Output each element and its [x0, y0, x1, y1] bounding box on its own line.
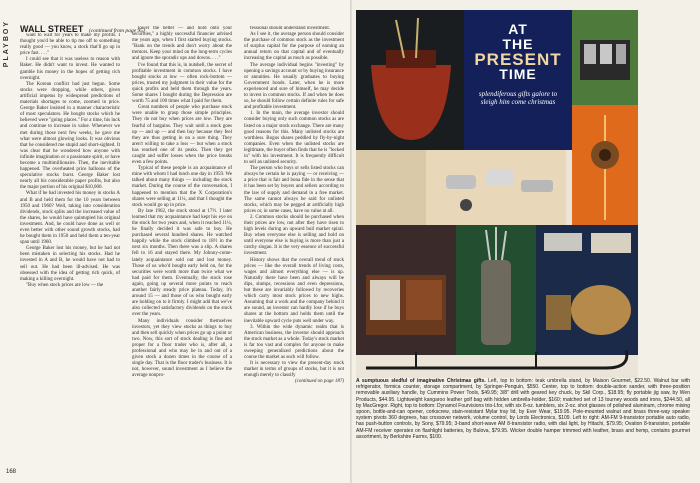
- article-column-3: [244, 26, 344, 446]
- caption-lead: A sumptuous sledful of imaginative Christmas gifts.: [356, 378, 486, 384]
- caption-body: Left, top to bottom: teak umbrella stand, by Maison Gourmet, $22.50. Walnut bar with refrigerator, formica counter, storage compartment, by Springer-Penguin, $550. Center, top to bottom: double-action sander, with three-position removable auxiliary handle, by Cummins Power Tools, $49.95; 3/8" drill with geared key chuck, by Skil Corp., $18.95; fly portable jig saw, by Wen Products, $44.95. Lightweight kangaroo leather golf bag with hidden umbrella-holder, $160; matched set of 13 tourney woods and irons, $244.50, all by MacGregor. Right, top to bottom: Dynamol Fourvisions trio-Lfor, with six 8-oz. tumblers, six 2-oz. shot glasses of polished aluminum, chrome mixing spoon, bottle-and-can opener, corkscrew, stain-resistant Mylar tray lid, by Ever Wear, $19.95. Pole-mounted walnut and brass three-way speaker system pivots 360 degrees, has crossover network, volume control, by Lords Electronics, $109. Left to right: AM-FM 9-transistor portable auto radio, has push-button controls, by Sony, $79.95; 3-band short-wave AM 8-transistor radio, with dial light, by Hitachi, $79.95; Ovation 8-transistor, portable AM-FM receiver operates on flashlight batteries, by Bulova, $79.95. Wicker double hamper trimmed with leather, brass and hemp, contains gourmet assortment, by Berkshire Farms, $100.: [356, 378, 690, 440]
- gift-photo-collage: [356, 10, 638, 378]
- paragraph: History shows that the overall trend of stock prices — like the overall trends of living costs, wages and almost everything else — is up. Naturally there have been and always will be dips, slumps, recessions and even depressions, but these are invariably followed by recoveries which carry most stock prices to new highs. Assuming that a work and the company behind it are sound, an investor can hardly lose if he buys shares at the bottom and holds them until the inevitable upward cycle puts well under way.: [244, 257, 344, 324]
- walnut-bar-panel: [356, 225, 456, 355]
- feature-subtitle: splendiferous gifts galore to sleigh him come christmas: [478, 90, 558, 106]
- paragraph: Typical of these people is an acquaintance of mine with whom I had lunch one day in 1959. We talked about many things — including the stock market. During the course of the conversation, I happened to mention that the X Corporation's shares were selling at 11¼, and that I thought the stock would go up in price.: [132, 166, 232, 208]
- paragraph: The Korean conflict had just begun. Some stocks were dropping, while others, given artificial impetus by widespread predictions of materials shortages to come, zoomed in price. George Baker insisted in a manner characteristic of most speculators. He bought stocks which he believed were "going places." For a time, his luck and continue to increase in value. Whenever we met during those next few weeks, he gave me what were almost glowing looks. It was obvious that he considered me stupid and short-sighted. It was clear that he wondered how anyone with infinite imagination or a passionate spirit, or have become a multimillionaire. Then, the inevitable happened. The overheated price balloons of the speculative stocks burst. George Baker lost nearly all his considerable paper profits, but also the major portion of his original $10,000.: [20, 81, 120, 191]
- paragraph: 1. In the main, the average investor should consider buying only such common stocks as are listed on a major stock exchange. There are many good reasons for this. Many unlisted stocks are worthless. Bogus shares peddled by fly-by-night companies. Even when the unlisted stocks are legitimate, the buyer often finds that he is "locked in" with his investment. It is frequently difficult to sell an unlisted security.: [244, 111, 344, 166]
- paragraph: want to wait for years to make my profits. I thought you'd be able to tip me off to something really good — you know, a stock that'll go up in price fast. . . .": [20, 33, 120, 57]
- power-tools-image: [426, 150, 566, 225]
- article-column-1: [20, 33, 120, 463]
- title-line: THE: [502, 36, 534, 52]
- paragraph: Many individuals consider themselves investors, yet they view stocks as things to buy and then sell quickly when prices go up a point or two. Now, this sort of stock dealing is fine and proper for a floor trader who is, after all, a professional and who may be in and out of a given stock a dozen times in the course of a single day. That is the floor trader's business. It is not, however, sound investment as I believe the average nonpro-: [132, 318, 232, 379]
- photo-caption: [356, 378, 690, 440]
- paragraph: The average individual begins "investing" by opening a savings account or by buying insurance or annuities. He usually graduates to buying Government bonds. Later, when he is more experienced and sure of himself, he may decide to invest in common stocks. If and when he does so, he should follow certain definite rules for safe and profitable investment.: [244, 62, 344, 111]
- umbrella-stand-panel: [356, 10, 464, 150]
- bar-kit-panel: [572, 10, 638, 105]
- title-line: PRESENT: [474, 50, 562, 69]
- continued-on-note: (continued on page 187): [294, 379, 344, 385]
- feature-title-card: [464, 10, 572, 150]
- paragraph: I've found that this is, in nutshell, the secret of profitable investment in common stocks. I have bought stocks at low — often rock-bottom — prices, trusted my judgment in their value for the quick profits and held them through the years. Some shares I bought during the Depression are worth 75 and 100 times what I paid for them.: [132, 62, 232, 105]
- power-tools-panel: [426, 150, 566, 225]
- page-number: 168: [6, 469, 17, 475]
- paragraph: George Baker lost his money, but he had not been mistaken in selecting his stocks. Had he invested in A and B, he would have not had to sell out. He had been ill-advised. He was obsessed with the idea of getting rich quick, of making a killing overnight.: [20, 246, 120, 282]
- paragraph: fessional should understand investment.: [250, 26, 330, 31]
- paragraph: The person who buys or sells listed stocks can always be certain he is paying — or receiving — a price that is fair and bona fide in the sense that it has been set by buyers and sellers according to the law of supply and demand in a free market. The same cannot always be said for unlisted stocks, which may be pegged at artificially high prices or, in some cases, have no value at all.: [244, 166, 344, 214]
- walnut-bar-image: [356, 225, 456, 355]
- paragraph: 2. Common stocks should be purchased when their prices are low, not after they have risen to high levels during an upward bull market spiral. Buy when everyone else is selling and hold on until everyone else is buying is more than just a catchy slogan. It is the very essence of successful investment.: [244, 214, 344, 257]
- paragraph: Great numbers of people who purchase stock were unable to grasp those simple principles. They do not buy when prices are low. They are fearful of bargains. They wait until a stock goes up — and up — and then buy because they feel they are thus getting in on a sure thing. They aren't willing to take a loss — but when a stock has reached one of its peaks. Then they get caught and suffer losses when the price breaks even a few points.: [132, 105, 232, 166]
- article-column-2: [132, 26, 232, 456]
- sled-runner-image: [356, 340, 638, 378]
- paragraph: lower the better — and hold onto your securities," a highly successful financier advised me years ago, when I first started buying stocks. "Bank on the trends and don't worry about the tremors. Keep your mind on the long-term cycles and ignore the sporadic ups and downs. . . .": [132, 26, 232, 62]
- title-line: TIME: [499, 66, 537, 82]
- bar-kit-image: [572, 10, 638, 105]
- section-title: WALL STREET: [20, 24, 84, 34]
- radios-hamper-image: [536, 225, 638, 355]
- paragraph: It is necessary to view the present-day stock market in terms of groups of stocks, but it is not enough merely to classify: [244, 361, 344, 379]
- red-panel: [356, 150, 426, 225]
- paragraph: By late 1962, the stock stood at 17½. I later learned that my acquaintance had kept his eye on the stock for two years and, when it reached 11¼, he finally decided it was safe to buy. He purchased several hundred shares. He watched happily while the stock climbed to 18½ in the next six months. Then there was a slip. A shares fell to 16 and stayed there. My Johnny-come-lately acquaintance sold out and lost money. Those of us who'd bought early held on, for the securities were worth more than twice what we had paid for them. Eventually, the stock rose again, going up several more points to reach another fairly steady price plateau. Today, it's around 15 — and those of us who bought early are holding on to it firmly. I might add that we've also collected satisfactory dividends on the stock over the years.: [132, 208, 232, 318]
- golf-bag-panel: [456, 225, 536, 355]
- paragraph: As I see it, the average person should consider the purchase of common stock as the investment of surplus capital for the purpose of earning an annual return on that capital and of eventually increasing the capital as much as possible.: [244, 32, 344, 62]
- magazine-name-vertical: PLAYBOY: [3, 20, 10, 68]
- continued-from-note: (continued from page 95): [88, 28, 145, 34]
- golf-bag-image: [456, 225, 536, 355]
- paragraph: 3. Within the wide dynamic realm that is American business, the investor should approach the stock market as a whole. Today's stock market is far too vast and complex for anyone to make sweeping generalized predictions about the course the market as such will follow.: [244, 324, 344, 361]
- paragraph: "Buy when stock prices are low — the: [26, 282, 104, 288]
- speaker-image: [572, 105, 638, 225]
- paragraph: I could see that it was useless to reason with Baker. He didn't want to invest. He wanted to gamble his money in the hopes of getting rich overnight.: [20, 57, 120, 81]
- radios-hamper-panel: [536, 225, 638, 355]
- title-line: AT: [508, 21, 528, 37]
- paragraph: What if he had invested his money in stocks A and B and held them for the 10 years between 1950 and 1960? Well, taking into consideration dividends, stock splits and the increased value of the shares, he would have quintupled his original investment. And, he could have done as well or even better with other sound growth stocks, had he bought them in 1950 and held them a ten-year span until 1960.: [20, 191, 120, 246]
- speaker-panel: [572, 105, 638, 225]
- umbrella-stand-image: [356, 10, 464, 150]
